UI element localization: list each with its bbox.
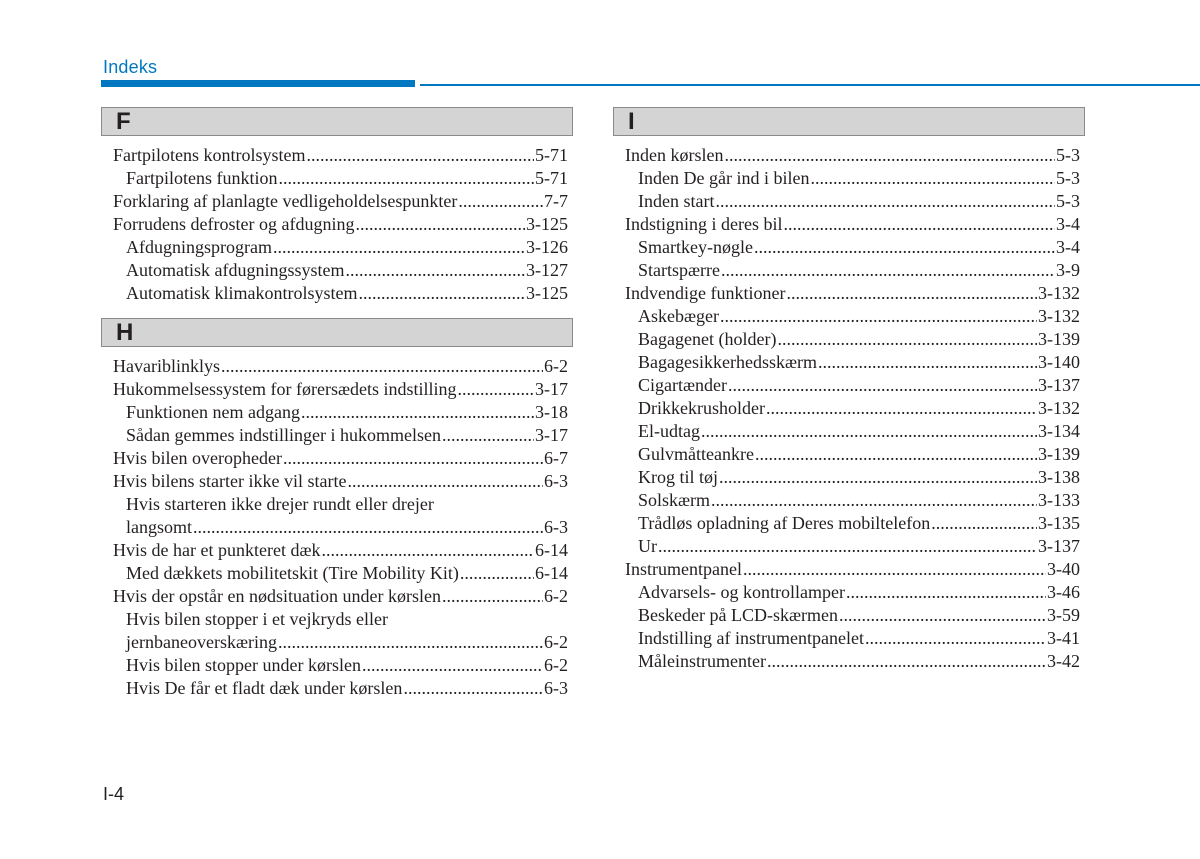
dot-leader: [783, 213, 1055, 236]
entry-page-ref: 5-71: [535, 168, 568, 188]
entry-row: [625, 420, 1080, 443]
dot-leader: [719, 466, 1037, 489]
entry-page-ref: 6-2: [544, 632, 568, 652]
index-subentry: [113, 562, 568, 585]
entry-row: [625, 236, 1080, 259]
entry-page-ref: 3-135: [1038, 513, 1080, 533]
dot-leader: [321, 539, 534, 562]
dot-leader: [458, 190, 543, 213]
entry-page-ref: 3-17: [535, 379, 568, 399]
entry-row: [625, 581, 1080, 604]
entry-label: Bagagenet (holder): [638, 329, 777, 349]
entry-page-ref: 6-3: [544, 517, 568, 537]
entry-page-ref: 6-14: [535, 563, 568, 583]
entry-page-ref: 3-4: [1056, 214, 1080, 234]
entry-row: [113, 282, 568, 305]
dot-leader: [403, 677, 543, 700]
entry-label: Automatisk klimakontrolsystem: [126, 283, 358, 303]
entry-label: Inden start: [638, 191, 715, 211]
entry-page-ref: 3-40: [1047, 559, 1080, 579]
entry-page-ref: 3-9: [1056, 260, 1080, 280]
dot-leader: [273, 236, 525, 259]
entry-page-ref: 6-2: [544, 586, 568, 606]
dot-leader: [221, 355, 543, 378]
index-subentry: [625, 190, 1080, 213]
entry-label: jernbaneoverskæring: [126, 632, 277, 652]
index-subentry: [625, 443, 1080, 466]
entry-label: Indvendige funktioner: [625, 283, 786, 303]
index-subentry: [113, 236, 568, 259]
entry-label: Solskærm: [638, 490, 711, 510]
entry-label: El-udtag: [638, 421, 700, 441]
index-subentry: [625, 351, 1080, 374]
section-header-i: I: [613, 107, 1085, 136]
entry-label: Sådan gemmes indstillinger i hukommelsen: [126, 425, 441, 445]
dot-leader: [283, 447, 543, 470]
section-header-h: H: [101, 318, 573, 347]
index-subentry: [625, 236, 1080, 259]
index-subentry: [113, 608, 568, 654]
entry-label: Afdugningsprogram: [126, 237, 272, 257]
entry-row: [625, 512, 1080, 535]
entry-page-ref: 3-42: [1047, 651, 1080, 671]
entry-row: [113, 562, 568, 585]
entry-row: [625, 282, 1080, 305]
entry-page-ref: 6-2: [544, 655, 568, 675]
index-subentry: [113, 282, 568, 305]
dot-leader: [355, 213, 525, 236]
entry-page-ref: 7-7: [544, 191, 568, 211]
entry-page-ref: 3-17: [535, 425, 568, 445]
entry-label: Inden De går ind i bilen: [638, 168, 810, 188]
entry-label: Havariblinklys: [113, 356, 220, 376]
entry-page-ref: 3-46: [1047, 582, 1080, 602]
entry-page-ref: 3-132: [1038, 398, 1080, 418]
entry-label: Indstigning i deres bil: [625, 214, 783, 234]
entry-row: [625, 167, 1080, 190]
dot-leader: [865, 627, 1046, 650]
entry-row: [113, 470, 568, 493]
entry-label: Hvis bilen stopper under kørslen: [126, 655, 361, 675]
entry-page-ref: 3-133: [1038, 490, 1080, 510]
entry-page-ref: 5-3: [1056, 145, 1080, 165]
entry-page-ref: 6-3: [544, 471, 568, 491]
dot-leader: [810, 167, 1055, 190]
dot-leader: [743, 558, 1046, 581]
index-entry: [113, 378, 568, 401]
dot-leader: [701, 420, 1037, 443]
entry-page-ref: 6-3: [544, 678, 568, 698]
dot-leader: [715, 190, 1055, 213]
index-subentry: [113, 493, 568, 539]
entry-row: [625, 627, 1080, 650]
index-entry: [113, 447, 568, 470]
dot-leader: [754, 236, 1055, 259]
dot-leader: [658, 535, 1037, 558]
index-subentry: [625, 535, 1080, 558]
entry-label: Smartkey-nøgle: [638, 237, 753, 257]
index-entry: [625, 282, 1080, 305]
entry-row: [625, 397, 1080, 420]
dot-leader: [846, 581, 1046, 604]
entry-row: [113, 401, 568, 424]
entry-row: [126, 631, 568, 654]
entry-row: [625, 144, 1080, 167]
entry-row: [625, 535, 1080, 558]
header-rule-thick: [101, 80, 415, 87]
entry-row: [625, 328, 1080, 351]
dot-leader: [193, 516, 543, 539]
entry-page-ref: 3-125: [526, 283, 568, 303]
entry-label: Måleinstrumenter: [638, 651, 766, 671]
entry-label: Trådløs opladning af Deres mobiltelefon: [638, 513, 931, 533]
dot-leader: [307, 144, 535, 167]
entry-label: Beskeder på LCD-skærmen: [638, 605, 838, 625]
entry-row: [625, 443, 1080, 466]
dot-leader: [931, 512, 1037, 535]
dot-leader: [724, 144, 1055, 167]
dot-leader: [347, 470, 543, 493]
entry-label: Hvis De får et fladt dæk under kørslen: [126, 678, 403, 698]
entry-page-ref: 3-139: [1038, 444, 1080, 464]
entry-label: Drikkekrusholder: [638, 398, 765, 418]
entry-label: Bagagesikkerhedsskærm: [638, 352, 817, 372]
entry-row: [625, 213, 1080, 236]
entry-page-ref: 3-41: [1047, 628, 1080, 648]
entry-page-ref: 6-2: [544, 356, 568, 376]
entry-page-ref: 3-125: [526, 214, 568, 234]
index-entry: [113, 355, 568, 378]
index-subentry: [113, 401, 568, 424]
dot-leader: [720, 305, 1037, 328]
index-subentry: [625, 397, 1080, 420]
index-subentry: [625, 489, 1080, 512]
entry-label: Startspærre: [638, 260, 720, 280]
page-number: I-4: [103, 784, 125, 804]
header-rule-thin: [420, 84, 1200, 86]
entry-row: [625, 650, 1080, 673]
entry-label: Indstilling af instrumentpanelet: [638, 628, 864, 648]
entry-row: [113, 144, 568, 167]
entry-page-ref: 5-3: [1056, 191, 1080, 211]
dot-leader: [839, 604, 1046, 627]
entry-label: Hvis bilens starter ikke vil starte: [113, 471, 347, 491]
dot-leader: [721, 259, 1055, 282]
page-header-title: Indeks: [103, 57, 158, 77]
index-subentry: [113, 677, 568, 700]
entry-label: Askebæger: [638, 306, 719, 326]
dot-leader: [818, 351, 1037, 374]
index-subentry: [625, 420, 1080, 443]
entry-page-ref: 6-14: [535, 540, 568, 560]
index-subentry: [625, 581, 1080, 604]
entry-page-ref: 3-127: [526, 260, 568, 280]
index-subentry: [625, 167, 1080, 190]
index-entry: [113, 144, 568, 167]
entry-label: Cigartænder: [638, 375, 727, 395]
entry-row: [625, 351, 1080, 374]
entry-row: [625, 305, 1080, 328]
index-subentry: [625, 305, 1080, 328]
entry-label: Krog til tøj: [638, 467, 718, 487]
entry-page-ref: 3-134: [1038, 421, 1080, 441]
dot-leader: [755, 443, 1037, 466]
entry-label: Forrudens defroster og afdugning: [113, 214, 355, 234]
entry-label: Advarsels- og kontrollamper: [638, 582, 845, 602]
dot-leader: [346, 259, 526, 282]
entry-row: [625, 604, 1080, 627]
entry-row: [113, 378, 568, 401]
entry-page-ref: 3-138: [1038, 467, 1080, 487]
index-entry: [625, 213, 1080, 236]
dot-leader: [279, 167, 535, 190]
entry-label-line1: Hvis starteren ikke drejer rundt eller drejer: [126, 494, 434, 514]
dot-leader: [767, 650, 1046, 673]
index-entry: [625, 144, 1080, 167]
entry-label: Inden kørslen: [625, 145, 724, 165]
entry-label-line1: Hvis bilen stopper i et vejkryds eller: [126, 609, 388, 629]
index-subentry: [625, 328, 1080, 351]
index-subentry: [625, 259, 1080, 282]
section-entries-h: [101, 355, 573, 700]
entry-label: Hvis bilen overopheder: [113, 448, 282, 468]
index-subentry: [113, 259, 568, 282]
dot-leader: [301, 401, 534, 424]
entry-page-ref: 5-71: [535, 145, 568, 165]
index-subentry: [113, 424, 568, 447]
dot-leader: [359, 282, 526, 305]
entry-page-ref: 3-126: [526, 237, 568, 257]
entry-row: [113, 539, 568, 562]
entry-row: [113, 677, 568, 700]
entry-row: [625, 374, 1080, 397]
entry-label: Instrumentpanel: [625, 559, 742, 579]
index-entry: [113, 213, 568, 236]
entry-label: Hukommelsessystem for førersædets indstilling: [113, 379, 457, 399]
dot-leader: [766, 397, 1037, 420]
index-subentry: [113, 654, 568, 677]
entry-label: Automatisk afdugningssystem: [126, 260, 345, 280]
index-subentry: [113, 167, 568, 190]
index-entry: [113, 585, 568, 608]
dot-leader: [457, 378, 534, 401]
index-entry: [113, 190, 568, 213]
entry-page-ref: 3-137: [1038, 536, 1080, 556]
section-entries-i: [613, 144, 1085, 673]
entry-row: [625, 489, 1080, 512]
entry-page-ref: 3-132: [1038, 283, 1080, 303]
entry-row: [113, 213, 568, 236]
entry-row: [113, 585, 568, 608]
entry-page-ref: 3-18: [535, 402, 568, 422]
index-column-left: [101, 107, 573, 713]
entry-page-ref: 3-139: [1038, 329, 1080, 349]
index-entry: [113, 539, 568, 562]
dot-leader: [442, 585, 543, 608]
entry-label: Fartpilotens kontrolsystem: [113, 145, 306, 165]
entry-row: [126, 516, 568, 539]
entry-row: [113, 355, 568, 378]
index-entry: [625, 558, 1080, 581]
dot-leader: [777, 328, 1037, 351]
entry-page-ref: 3-4: [1056, 237, 1080, 257]
entry-row: [113, 167, 568, 190]
entry-row: [625, 259, 1080, 282]
entry-row: [625, 190, 1080, 213]
entry-page-ref: 3-137: [1038, 375, 1080, 395]
dot-leader: [728, 374, 1037, 397]
entry-page-ref: 3-59: [1047, 605, 1080, 625]
index-column-right: [613, 107, 1085, 686]
dot-leader: [362, 654, 543, 677]
dot-leader: [278, 631, 543, 654]
entry-label: Med dækkets mobilitetskit (Tire Mobility Kit): [126, 563, 459, 583]
index-subentry: [625, 604, 1080, 627]
entry-page-ref: 5-3: [1056, 168, 1080, 188]
index-subentry: [625, 650, 1080, 673]
entry-row: [113, 654, 568, 677]
entry-label: Hvis de har et punkteret dæk: [113, 540, 321, 560]
dot-leader: [786, 282, 1037, 305]
entry-page-ref: 6-7: [544, 448, 568, 468]
index-subentry: [625, 627, 1080, 650]
section-header-f: F: [101, 107, 573, 136]
entry-label: Gulvmåtteankre: [638, 444, 754, 464]
index-subentry: [625, 374, 1080, 397]
entry-label: Hvis der opstår en nødsituation under kørslen: [113, 586, 441, 606]
entry-row: [113, 259, 568, 282]
entry-page-ref: 3-140: [1038, 352, 1080, 372]
entry-label: Ur: [638, 536, 657, 556]
index-subentry: [625, 466, 1080, 489]
entry-label: Funktionen nem adgang: [126, 402, 300, 422]
dot-leader: [442, 424, 534, 447]
entry-row: [113, 424, 568, 447]
dot-leader: [460, 562, 534, 585]
index-subentry: [625, 512, 1080, 535]
entry-row: [113, 190, 568, 213]
dot-leader: [711, 489, 1037, 512]
entry-row: [625, 466, 1080, 489]
entry-row: [113, 447, 568, 470]
entry-label: Forklaring af planlagte vedligeholdelsespunkter: [113, 191, 458, 211]
index-entry: [113, 470, 568, 493]
entry-label: Fartpilotens funktion: [126, 168, 278, 188]
section-entries-f: [101, 144, 573, 305]
entry-row: [625, 558, 1080, 581]
entry-label: langsomt: [126, 517, 192, 537]
entry-page-ref: 3-132: [1038, 306, 1080, 326]
entry-row: [113, 236, 568, 259]
